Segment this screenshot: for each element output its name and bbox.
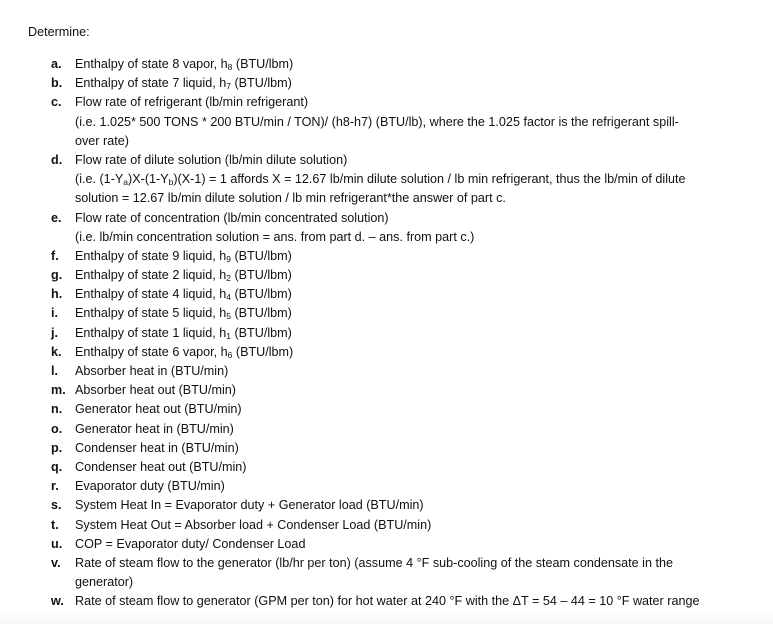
text-run: (i.e. lb/min concentration solution = ans. from part d. – ans. from part c.) xyxy=(75,229,475,244)
text-run: (BTU/lbm) xyxy=(232,57,294,71)
question-item xyxy=(0,55,773,74)
item-text xyxy=(75,189,506,208)
text-run: Evaporator duty (BTU/min) xyxy=(75,479,225,494)
item-letter: h. xyxy=(51,287,63,302)
item-text xyxy=(75,535,305,554)
question-item xyxy=(0,439,773,458)
subscript: 1 xyxy=(226,330,231,341)
question-item xyxy=(0,74,773,93)
question-item xyxy=(0,592,773,611)
question-line xyxy=(0,285,773,304)
text-run: (BTU/lbm) xyxy=(230,248,292,263)
item-letter: v. xyxy=(51,555,61,570)
question-line xyxy=(0,420,773,439)
item-letter: b. xyxy=(51,76,63,91)
question-line xyxy=(0,247,773,266)
subscript: 9 xyxy=(226,253,231,264)
question-continuation-line xyxy=(0,113,773,132)
item-letter: t. xyxy=(51,517,59,532)
question-line xyxy=(0,496,773,515)
text-run: Enthalpy of state 6 vapor, h xyxy=(75,344,228,359)
item-text xyxy=(75,343,293,362)
text-run: Rate of steam flow to the generator (lb/hr per ton) (assume 4 °F sub-cooling of the steam condensate in the xyxy=(75,555,673,570)
question-line xyxy=(0,592,773,611)
text-run: )(X-1) = 1 affords X = 12.67 lb/min dilute solution / lb min refrigerant, thus the lb/min of dilute xyxy=(173,172,686,187)
item-text xyxy=(75,74,292,93)
text-run: solution = 12.67 lb/min dilute solution / lb min refrigerant*the answer of part c. xyxy=(75,191,506,206)
text-run: Enthalpy of state 5 liquid, h xyxy=(75,306,227,321)
text-run: (i.e. 1.025* 500 TONS * 200 BTU/min / TON)/ (h8-h7) (BTU/lb), where the 1.025 factor is the refrigerant spill- xyxy=(75,114,679,129)
question-line xyxy=(0,400,773,419)
question-line xyxy=(0,55,773,74)
item-text xyxy=(75,324,292,343)
question-line xyxy=(0,93,773,112)
item-letter: k. xyxy=(51,344,62,359)
question-line xyxy=(0,458,773,477)
item-letter: e. xyxy=(51,210,62,225)
item-text xyxy=(75,420,234,439)
subscript: 8 xyxy=(227,62,233,72)
question-item xyxy=(0,496,773,515)
question-continuation-line xyxy=(0,189,773,208)
text-run: Enthalpy of state 4 liquid, h xyxy=(75,287,227,302)
question-item xyxy=(0,381,773,400)
item-text xyxy=(75,266,292,285)
item-letter: d. xyxy=(51,152,63,167)
item-letter: g. xyxy=(51,268,63,283)
subscript: 6 xyxy=(227,349,233,360)
question-line xyxy=(0,151,773,170)
item-text xyxy=(75,132,129,151)
item-text xyxy=(75,400,242,419)
item-text xyxy=(75,439,239,458)
text-run: (BTU/lbm) xyxy=(232,344,294,359)
question-item xyxy=(0,247,773,266)
question-line xyxy=(0,477,773,496)
item-text xyxy=(75,113,679,132)
text-run: )X-(1-Y xyxy=(128,172,169,187)
question-line xyxy=(0,74,773,93)
question-item xyxy=(0,324,773,343)
subscript: b xyxy=(168,177,174,188)
question-item xyxy=(0,516,773,535)
question-line xyxy=(0,554,773,573)
text-run: (BTU/lbm) xyxy=(230,306,292,321)
item-text xyxy=(75,304,292,323)
item-text xyxy=(75,516,431,535)
text-run: (i.e. (1-Y xyxy=(75,172,124,187)
text-run: generator) xyxy=(75,575,134,590)
question-item xyxy=(0,343,773,362)
question-list xyxy=(0,55,773,611)
question-item xyxy=(0,458,773,477)
text-run: (BTU/lbm) xyxy=(230,287,292,302)
text-run: (BTU/lbm) xyxy=(230,268,292,283)
question-item xyxy=(0,535,773,554)
text-run: (BTU/lbm) xyxy=(230,325,292,340)
question-item xyxy=(0,554,773,592)
text-run: Enthalpy of state 1 liquid, h xyxy=(75,325,227,340)
question-line xyxy=(0,209,773,228)
subscript: 7 xyxy=(226,81,231,92)
text-run: over rate) xyxy=(75,133,129,148)
question-continuation-line xyxy=(0,170,773,189)
question-continuation-line xyxy=(0,228,773,247)
item-text xyxy=(75,592,699,611)
item-letter: u. xyxy=(51,536,63,551)
question-line xyxy=(0,439,773,458)
text-run: Flow rate of refrigerant (lb/min refrigerant) xyxy=(75,95,309,110)
subscript: a xyxy=(123,177,129,188)
text-run: Flow rate of concentration (lb/min concentrated solution) xyxy=(75,210,389,225)
item-letter: c. xyxy=(51,95,62,110)
item-letter: j. xyxy=(51,325,58,340)
question-line xyxy=(0,343,773,362)
item-letter: s. xyxy=(51,498,62,513)
item-text xyxy=(75,170,686,189)
question-item xyxy=(0,151,773,209)
question-continuation-line xyxy=(0,573,773,592)
item-letter: r. xyxy=(51,479,59,494)
item-text xyxy=(75,285,292,304)
subscript: 4 xyxy=(226,292,231,303)
question-item xyxy=(0,400,773,419)
text-run: Enthalpy of state 7 liquid, h xyxy=(75,76,227,91)
text-run: Flow rate of dilute solution (lb/min dilute solution) xyxy=(75,152,348,167)
text-run: Enthalpy of state 9 liquid, h xyxy=(75,248,227,263)
item-letter: w. xyxy=(51,594,64,609)
question-item xyxy=(0,93,773,151)
question-line xyxy=(0,362,773,381)
question-item xyxy=(0,477,773,496)
question-line xyxy=(0,381,773,400)
text-run: Rate of steam flow to generator (GPM per ton) for hot water at 240 °F with the ΔT = 54 – 44 = 10 °F water range xyxy=(75,594,700,609)
subscript: 5 xyxy=(226,311,231,322)
question-line xyxy=(0,266,773,285)
question-item xyxy=(0,304,773,323)
text-run: Absorber heat in (BTU/min) xyxy=(75,364,229,378)
item-letter: q. xyxy=(51,459,63,474)
item-letter: l. xyxy=(51,364,58,378)
item-letter: n. xyxy=(51,402,63,417)
item-text xyxy=(75,151,347,170)
item-letter: o. xyxy=(51,421,63,436)
text-run: Generator heat in (BTU/min) xyxy=(75,421,234,436)
question-item xyxy=(0,266,773,285)
page-bottom-edge xyxy=(0,612,773,624)
question-line xyxy=(0,516,773,535)
question-item xyxy=(0,362,773,381)
item-letter: p. xyxy=(51,440,63,455)
item-text xyxy=(75,573,133,592)
question-item xyxy=(0,209,773,247)
question-item xyxy=(0,285,773,304)
text-run: Enthalpy of state 8 vapor, h xyxy=(75,57,228,71)
subscript: 2 xyxy=(226,273,231,284)
item-text xyxy=(75,362,228,381)
item-text xyxy=(75,381,236,400)
text-run: Enthalpy of state 2 liquid, h xyxy=(75,268,227,283)
text-run: COP = Evaporator duty/ Condenser Load xyxy=(75,536,306,551)
item-text xyxy=(75,477,225,496)
item-text xyxy=(75,554,673,573)
item-letter: i. xyxy=(51,306,58,321)
text-run: System Heat Out = Absorber load + Condenser Load (BTU/min) xyxy=(75,517,432,532)
question-line xyxy=(0,304,773,323)
text-run: (BTU/lbm) xyxy=(230,76,292,91)
item-letter: m. xyxy=(51,383,66,398)
text-run: Absorber heat out (BTU/min) xyxy=(75,383,236,398)
item-letter: a. xyxy=(51,57,62,71)
item-text xyxy=(75,247,292,266)
item-text xyxy=(75,228,474,247)
text-run: System Heat In = Evaporator duty + Generator load (BTU/min) xyxy=(75,498,424,513)
item-text xyxy=(75,209,389,228)
question-line xyxy=(0,324,773,343)
item-text xyxy=(75,496,424,515)
question-continuation-line xyxy=(0,132,773,151)
item-text xyxy=(75,55,293,74)
text-run: Condenser heat out (BTU/min) xyxy=(75,459,247,474)
question-item xyxy=(0,420,773,439)
question-line xyxy=(0,535,773,554)
item-letter: f. xyxy=(51,248,59,263)
text-run: Condenser heat in (BTU/min) xyxy=(75,440,239,455)
item-text xyxy=(75,93,308,112)
text-run: Generator heat out (BTU/min) xyxy=(75,402,242,417)
section-heading: Determine: xyxy=(28,25,90,39)
item-text xyxy=(75,458,247,477)
